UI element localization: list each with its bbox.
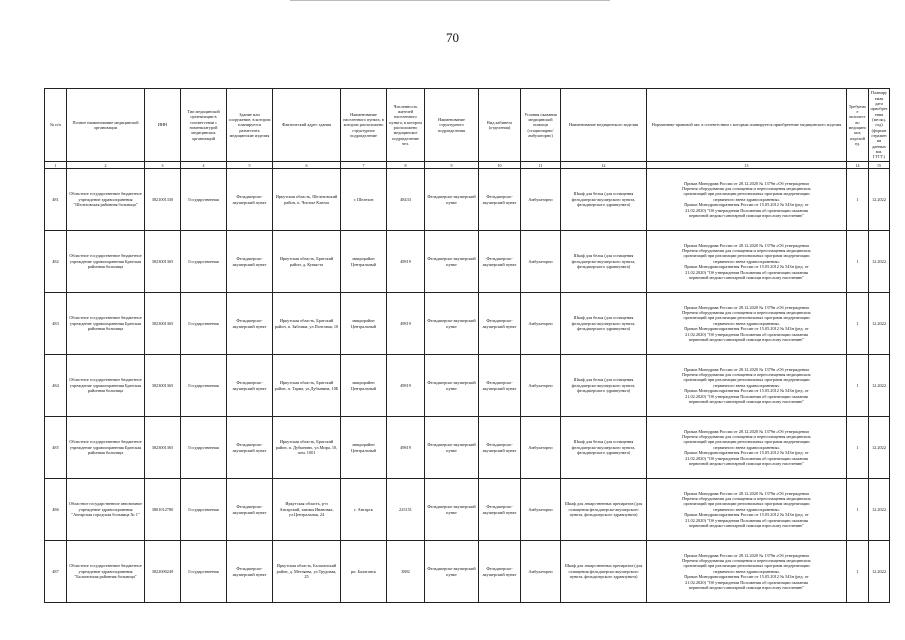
legal-act-line: 21.02.2020) "Об утверждении Положения об организации оказания (685, 331, 808, 337)
legal-act-line: первичной медико-санитарной помощи взрослому населению" (688, 398, 805, 404)
address: Иркутская область, Балаганский район, д. Метляева, ул.Трудовая, 25 (273, 541, 341, 603)
care-conditions: Амбулаторно (521, 541, 561, 603)
organization-type: Государственная (181, 293, 227, 355)
legal-act-line: первичной медико-санитарной помощи взрослому населению" (688, 460, 805, 466)
legal-act-line: Приказ Минздрава России от 28.12.2020 № 1379н «Об утверждении (684, 428, 809, 434)
organization-name: Областное государственное бюджетное учреждение здравоохранения "Шелеховская районная больница" (67, 169, 145, 231)
legal-act-line: Перечня оборудования для оснащения и переоснащения медицинских (682, 310, 811, 316)
legal-act-line: первичной медико-санитарной помощи взрослому населению" (688, 212, 805, 218)
table-row (45, 169, 890, 231)
organization-type: Государственная (181, 417, 227, 479)
care-conditions: Амбулаторно (521, 417, 561, 479)
cabinet-type: Фельдшерско-акушерский пункт (479, 541, 521, 603)
organization-type: Государственная (181, 169, 227, 231)
legal-act-line: первичной медико-санитарной помощи взрослому населению" (688, 274, 805, 280)
purchase-date: 12.2022 (869, 355, 890, 417)
care-conditions: Амбулаторно (521, 355, 561, 417)
quantity: 1 (847, 479, 869, 541)
legal-act-line: Приказ Минздравсоцразвития России от 15.05.2012 № 543н (ред. от (684, 388, 809, 394)
device-name: Шкаф для лекарственных препаратов (для оснащения фельдшерско-акушерского пункта, фельдшерского здравпункта) (561, 541, 647, 603)
column-number: 14 (847, 162, 869, 169)
population: 49819 (387, 231, 425, 293)
legal-act-line: первичной медико-санитарной помощи взрослому населению" (688, 584, 805, 590)
legal-act (647, 355, 847, 417)
structural-unit: Фельдшерско-акушерский пункт (425, 169, 479, 231)
population: 3882 (387, 541, 425, 603)
inn: 3822000249 (145, 541, 181, 603)
table-row (45, 355, 890, 417)
equipment-table (44, 88, 890, 603)
column-header: Тип медицинской организации в соответствии с номенклатурой медицинских организаций (181, 89, 227, 162)
population: 225151 (387, 479, 425, 541)
legal-act-line: Приказ Минздравсоцразвития России от 15.05.2012 № 543н (ред. от (684, 202, 809, 208)
structural-unit: Фельдшерско-акушерский пункт (425, 417, 479, 479)
row-number: 481 (45, 169, 67, 231)
inn: 3801012780 (145, 479, 181, 541)
row-number: 484 (45, 355, 67, 417)
column-header: Полное наименование медицинской организации (67, 89, 145, 162)
building: Фельдшерско-акушерский пункт (227, 293, 273, 355)
cabinet-type: Фельдшерско-акушерский пункт (479, 479, 521, 541)
column-header: Фактический адрес здания (273, 89, 341, 162)
row-number: 487 (45, 541, 67, 603)
structural-unit: Фельдшерско-акушерский пункт (425, 231, 479, 293)
quantity: 1 (847, 293, 869, 355)
inn: 3823001365 (145, 293, 181, 355)
organization-type: Государственная (181, 355, 227, 417)
column-header: Наименование населенного пункта, в котором расположено структурное подразделение (341, 89, 387, 162)
legal-act-line: 21.02.2020) "Об утверждении Положения об организации оказания (685, 517, 808, 523)
inn: 3823001365 (145, 231, 181, 293)
locality: г. Ангарск (341, 479, 387, 541)
legal-act (647, 417, 847, 479)
organization-name: Областное государственное бюджетное учреждение здравоохранения Братская районная больница (67, 417, 145, 479)
legal-act-line: Приказ Минздравсоцразвития России от 15.05.2012 № 543н (ред. от (684, 264, 809, 270)
table-body (45, 169, 890, 603)
column-header: Здание или сооружение, в котором планируется разместить медицинские изделия (227, 89, 273, 162)
column-header: Численность жителей населенного пункта, в котором расположено медицинское подразделение чел. (387, 89, 425, 162)
column-header: Условия оказания медицинской помощи (стационарно/амбулаторно) (521, 89, 561, 162)
legal-act-line: Приказ Минздравсоцразвития России от 15.05.2012 № 543н (ред. от (684, 450, 809, 456)
table-row (45, 293, 890, 355)
quantity: 1 (847, 417, 869, 479)
column-header: Вид кабинета (отделения) (479, 89, 521, 162)
column-header: Нормативно-правовой акт, в соответствии с которым планируется приобретение медицинского изделия (647, 89, 847, 162)
column-number: 6 (273, 162, 341, 169)
column-number: 15 (869, 162, 890, 169)
legal-act-line: организаций при реализации региональных программ модернизации (683, 315, 810, 321)
care-conditions: Амбулаторно (521, 231, 561, 293)
column-number: 9 (425, 162, 479, 169)
cabinet-type: Фельдшерско-акушерский пункт (479, 355, 521, 417)
organization-type: Государственная (181, 231, 227, 293)
column-number-row (45, 162, 890, 169)
table-row (45, 231, 890, 293)
legal-act-line: 21.02.2020) "Об утверждении Положения об организации оказания (685, 393, 808, 399)
structural-unit: Фельдшерско-акушерский пункт (425, 293, 479, 355)
structural-unit: Фельдшерско-акушерский пункт (425, 479, 479, 541)
legal-act-line: Приказ Минздравсоцразвития России от 15.05.2012 № 543н (ред. от (684, 512, 809, 518)
header-row (45, 89, 890, 162)
cabinet-type: Фельдшерско-акушерский пункт (479, 169, 521, 231)
device-name: Шкаф для белья (для оснащения фельдшерско-акушерского пункта, фельдшерского здравпункта) (561, 355, 647, 417)
legal-act (647, 169, 847, 231)
legal-act-line: Перечня оборудования для оснащения и переоснащения медицинских (682, 496, 811, 502)
column-number: 3 (145, 162, 181, 169)
locality: г. Шелехов (341, 169, 387, 231)
population: 48433 (387, 169, 425, 231)
organization-name: Областное государственное бюджетное учреждение здравоохранения Братская районная больница (67, 293, 145, 355)
column-header: № п/п (45, 89, 67, 162)
legal-act-line: 21.02.2020) "Об утверждении Положения об организации оказания (685, 455, 808, 461)
legal-act-line: 21.02.2020) "Об утверждении Положения об организации оказания (685, 579, 808, 585)
row-number: 482 (45, 231, 67, 293)
purchase-date: 12.2022 (869, 417, 890, 479)
legal-act (647, 479, 847, 541)
population: 49819 (387, 417, 425, 479)
care-conditions: Амбулаторно (521, 479, 561, 541)
structural-unit: Фельдшерско-акушерский пункт (425, 541, 479, 603)
structural-unit: Фельдшерско-акушерский пункт (425, 355, 479, 417)
column-number: 2 (67, 162, 145, 169)
quantity: 1 (847, 541, 869, 603)
column-number: 13 (647, 162, 847, 169)
purchase-date: 12.2022 (869, 231, 890, 293)
legal-act-line: Перечня оборудования для оснащения и переоснащения медицинских (682, 434, 811, 440)
device-name: Шкаф для белья (для оснащения фельдшерско-акушерского пункта, фельдшерского здравпункта) (561, 169, 647, 231)
legal-act (647, 541, 847, 603)
column-number: 10 (479, 162, 521, 169)
locality: микрорайон Центральный (341, 293, 387, 355)
page-number: 70 (446, 30, 459, 45)
column-header: ИНН (145, 89, 181, 162)
row-number: 483 (45, 293, 67, 355)
legal-act-line: Приказ Минздрава России от 28.12.2020 № 1379н «Об утверждении (684, 366, 809, 372)
cabinet-type: Фельдшерско-акушерский пункт (479, 231, 521, 293)
legal-act-line: организаций при реализации региональных программ модернизации (683, 377, 810, 383)
row-number: 486 (45, 479, 67, 541)
population: 49819 (387, 293, 425, 355)
table-row (45, 479, 890, 541)
column-header: Наименование медицинского изделия (561, 89, 647, 162)
legal-act-line: Приказ Минздрава России от 28.12.2020 № 1379н «Об утверждении (684, 180, 809, 186)
column-header: Наименование структурного подразделения (425, 89, 479, 162)
organization-type: Государственная (181, 541, 227, 603)
building: Фельдшерско-акушерский пункт (227, 479, 273, 541)
care-conditions: Амбулаторно (521, 293, 561, 355)
column-number: 12 (561, 162, 647, 169)
column-number: 8 (387, 162, 425, 169)
organization-name: Областное государственное автономное учреждение здравоохранения "Ангарская городская больница № 1" (67, 479, 145, 541)
inn: 3823001365 (145, 355, 181, 417)
building: Фельдшерско-акушерский пункт (227, 169, 273, 231)
legal-act-line: первичного звена здравоохранения» (713, 382, 780, 388)
legal-act-line: Перечня оборудования для оснащения и переоснащения медицинских (682, 248, 811, 254)
locality: микрорайон Центральный (341, 231, 387, 293)
legal-act-line: организаций при реализации региональных программ модернизации (683, 253, 810, 259)
legal-act-line: первичной медико-санитарной помощи взрослому населению" (688, 336, 805, 342)
legal-act-line: первичной медико-санитарной помощи взрослому населению" (688, 522, 805, 528)
purchase-date: 12.2022 (869, 169, 890, 231)
page-top-edge (290, 0, 610, 2)
address: Иркутская область, р-н Ангарский, заимка Ивановка, ул.Центральная, 24 (273, 479, 341, 541)
legal-act-line: 21.02.2020) "Об утверждении Положения об организации оказания (685, 269, 808, 275)
inn: 3821001330 (145, 169, 181, 231)
organization-type: Государственная (181, 479, 227, 541)
row-number: 485 (45, 417, 67, 479)
address: Иркутская область, Братский район, п. Тарма, ул.Дубынина, 10Б (273, 355, 341, 417)
building: Фельдшерско-акушерский пункт (227, 231, 273, 293)
legal-act-line: организаций при реализации региональных программ модернизации (683, 191, 810, 197)
legal-act (647, 231, 847, 293)
legal-act-line: Приказ Минздравсоцразвития России от 15.05.2012 № 543н (ред. от (684, 574, 809, 580)
device-name: Шкаф для белья (для оснащения фельдшерско-акушерского пункта, фельдшерского здравпункта) (561, 231, 647, 293)
column-number: 4 (181, 162, 227, 169)
legal-act-line: 21.02.2020) "Об утверждении Положения об организации оказания (685, 207, 808, 213)
locality: микрорайон Центральный (341, 417, 387, 479)
device-name: Шкаф для белья (для оснащения фельдшерско-акушерского пункта, фельдшерского здравпункта) (561, 293, 647, 355)
column-header: Требуемое количество медицинских изделий ед. (847, 89, 869, 162)
legal-act-line: Перечня оборудования для оснащения и переоснащения медицинских (682, 186, 811, 192)
locality: рп. Балаганск (341, 541, 387, 603)
quantity: 1 (847, 231, 869, 293)
legal-act-line: Перечня оборудования для оснащения и переоснащения медицинских (682, 558, 811, 564)
legal-act-line: Приказ Минздрава России от 28.12.2020 № 1379н «Об утверждении (684, 242, 809, 248)
purchase-date: 12.2022 (869, 541, 890, 603)
cabinet-type: Фельдшерско-акушерский пункт (479, 293, 521, 355)
column-number: 5 (227, 162, 273, 169)
organization-name: Областное государственное бюджетное учреждение здравоохранения Братская районная больница (67, 231, 145, 293)
organization-name: Областное государственное бюджетное учреждение здравоохранения Братская районная больница (67, 355, 145, 417)
building: Фельдшерско-акушерский пункт (227, 541, 273, 603)
column-number: 11 (521, 162, 561, 169)
purchase-date: 12.2022 (869, 293, 890, 355)
column-number: 7 (341, 162, 387, 169)
legal-act-line: первичного звена здравоохранения» (713, 444, 780, 450)
legal-act-line: Приказ Минздрава России от 28.12.2020 № 1379н «Об утверждении (684, 490, 809, 496)
organization-name: Областное государственное бюджетное учреждение здравоохранения "Балаганская районная больница" (67, 541, 145, 603)
device-name: Шкаф для белья (для оснащения фельдшерско-акушерского пункта, фельдшерского здравпункта) (561, 417, 647, 479)
legal-act-line: организаций при реализации региональных программ модернизации (683, 563, 810, 569)
legal-act-line: Приказ Минздрава России от 28.12.2020 № 1379н «Об утверждении (684, 552, 809, 558)
table-row (45, 541, 890, 603)
building: Фельдшерско-акушерский пункт (227, 355, 273, 417)
column-header: Планируемая дата приобретения (месяц, год) (формат отражения данных мм. ГГГГ.) (869, 89, 890, 162)
legal-act-line: Перечня оборудования для оснащения и переоснащения медицинских (682, 372, 811, 378)
address: Иркутская область, Братский район, п. Дубынино, ул.Мира, 10, пом. 1001 (273, 417, 341, 479)
purchase-date: 12.2022 (869, 479, 890, 541)
legal-act-line: первичного звена здравоохранения» (713, 506, 780, 512)
legal-act-line: Приказ Минздрава России от 28.12.2020 № 1379н «Об утверждении (684, 304, 809, 310)
legal-act-line: первичного звена здравоохранения» (713, 568, 780, 574)
locality: микрорайон Центральный (341, 355, 387, 417)
inn: 3823001365 (145, 417, 181, 479)
care-conditions: Амбулаторно (521, 169, 561, 231)
legal-act-line: организаций при реализации региональных программ модернизации (683, 501, 810, 507)
legal-act-line: первичного звена здравоохранения» (713, 196, 780, 202)
address: Иркутская область, Братский район, д. Кумыгта (273, 231, 341, 293)
address: Иркутская область, Шелеховский район, п. Чистые Ключи (273, 169, 341, 231)
column-number: 1 (45, 162, 67, 169)
address: Иркутская область, Братский район, п. Зяблики, ул.Почтовая, 10 (273, 293, 341, 355)
cabinet-type: Фельдшерско-акушерский пункт (479, 417, 521, 479)
legal-act-line: первичного звена здравоохранения» (713, 320, 780, 326)
population: 49819 (387, 355, 425, 417)
legal-act-line: первичного звена здравоохранения» (713, 258, 780, 264)
legal-act-line: Приказ Минздравсоцразвития России от 15.05.2012 № 543н (ред. от (684, 326, 809, 332)
quantity: 1 (847, 169, 869, 231)
legal-act-line: организаций при реализации региональных программ модернизации (683, 439, 810, 445)
table-row (45, 417, 890, 479)
device-name: Шкаф для лекарственных препаратов (для оснащения фельдшерско-акушерского пункта, фельдшерского здравпункта) (561, 479, 647, 541)
legal-act (647, 293, 847, 355)
quantity: 1 (847, 355, 869, 417)
building: Фельдшерско-акушерский пункт (227, 417, 273, 479)
